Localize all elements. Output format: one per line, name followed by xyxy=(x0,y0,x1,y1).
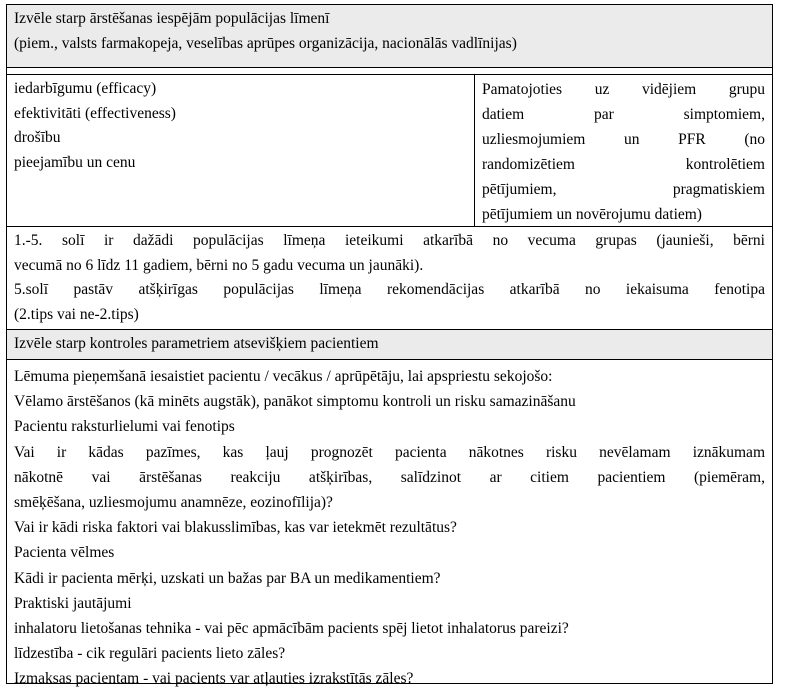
criterion-item: drošību xyxy=(14,129,61,146)
steps-note-line: 1.-5. solī ir dažādi populācijas līmeņa ieteikumi atkarībā no vecuma grupas (jaunieši, bērni xyxy=(14,232,765,249)
evidence-line: pētījumiem un novērojumu datiem) xyxy=(482,206,702,223)
consideration-line: Vēlamo ārstēšanos (kā minēts augstāk), panākot simptomu kontroli un risku samazināšanu xyxy=(14,393,576,411)
evidence-basis xyxy=(475,75,772,226)
consideration-heading: Pacienta vēlmes xyxy=(14,544,115,562)
evidence-line: Pamatojoties uz vidējiem grupu xyxy=(482,81,765,98)
spacer-row xyxy=(7,67,772,74)
consideration-line: Izmaksas pacientam - vai pacients var atļauties izrakstītās zāles? xyxy=(14,670,414,688)
criterion-item: efektivitāti (effectiveness) xyxy=(14,104,176,122)
consideration-line: inhalatoru lietošanas tehnika - vai pēc apmācībām pacients spēj lietot inhalatorus pareizi? xyxy=(14,620,569,638)
criteria-row xyxy=(7,74,772,226)
evidence-line: datiem par simptomiem, xyxy=(482,106,765,123)
consideration-line: smēķēšana, uzliesmojumu anamnēze, eozinofīlija)? xyxy=(14,494,333,512)
consideration-line: Vai ir kādi riska faktori vai blakusslimības, kas var ietekmēt rezultātus? xyxy=(14,519,457,537)
criterion-item: iedarbīgumu (efficacy) xyxy=(14,80,157,97)
guideline-table xyxy=(6,4,773,688)
individual-level-title: Izvēle starp kontroles parametriem atsevišķiem pacientiem xyxy=(14,335,379,352)
steps-note xyxy=(7,226,772,329)
consideration-line: Vai ir kādas pazīmes, kas ļauj prognozēt pacienta nākotnes risku nevēlamam iznākumam xyxy=(14,443,765,461)
steps-note-line: (2.tips vai ne-2.tips) xyxy=(14,305,139,323)
population-level-title: Izvēle starp ārstēšanas iespējām populācijas līmenī xyxy=(14,10,330,27)
consideration-heading: Praktiski jautājumi xyxy=(14,594,132,612)
individual-considerations xyxy=(7,359,772,688)
population-level-header xyxy=(7,5,772,67)
consideration-line: nākotnē vai ārstēšanas reakciju atšķirības, salīdzinot ar citiem pacientiem (piemēram, xyxy=(14,468,765,486)
evidence-line: randomizētiem kontrolētiem xyxy=(482,156,765,173)
population-level-examples: (piem., valsts farmakopeja, veselības aprūpes organizācija, nacionālās vadlīnijas) xyxy=(14,34,517,52)
steps-note-line: 5.solī pastāv atšķirīgas populācijas līmeņa rekomendācijas atkarībā no iekaisuma fenotipa xyxy=(14,281,765,298)
steps-note-line: vecumā no 6 līdz 11 gadiem, bērni no 5 gadu vecuma un jaunāki). xyxy=(14,256,424,274)
consideration-line: Kādi ir pacienta mērķi, uzskati un bažas par BA un medikamentiem? xyxy=(14,569,441,587)
evidence-line: uzliesmojumiem un PFR (no xyxy=(482,131,765,148)
criteria-list xyxy=(7,75,475,226)
individual-level-header xyxy=(7,329,772,359)
criterion-item: pieejamību un cenu xyxy=(14,153,136,171)
consideration-heading: Pacientu raksturlielumi vai fenotips xyxy=(14,418,235,436)
consideration-line: līdzestība - cik regulāri pacients lieto zāles? xyxy=(14,645,286,663)
evidence-line: pētījumiem, pragmatiskiem xyxy=(482,181,765,198)
consideration-line: Lēmuma pieņemšanā iesaistiet pacientu / vecākus / aprūpētāju, lai apspriestu sekojošo: xyxy=(14,368,553,385)
